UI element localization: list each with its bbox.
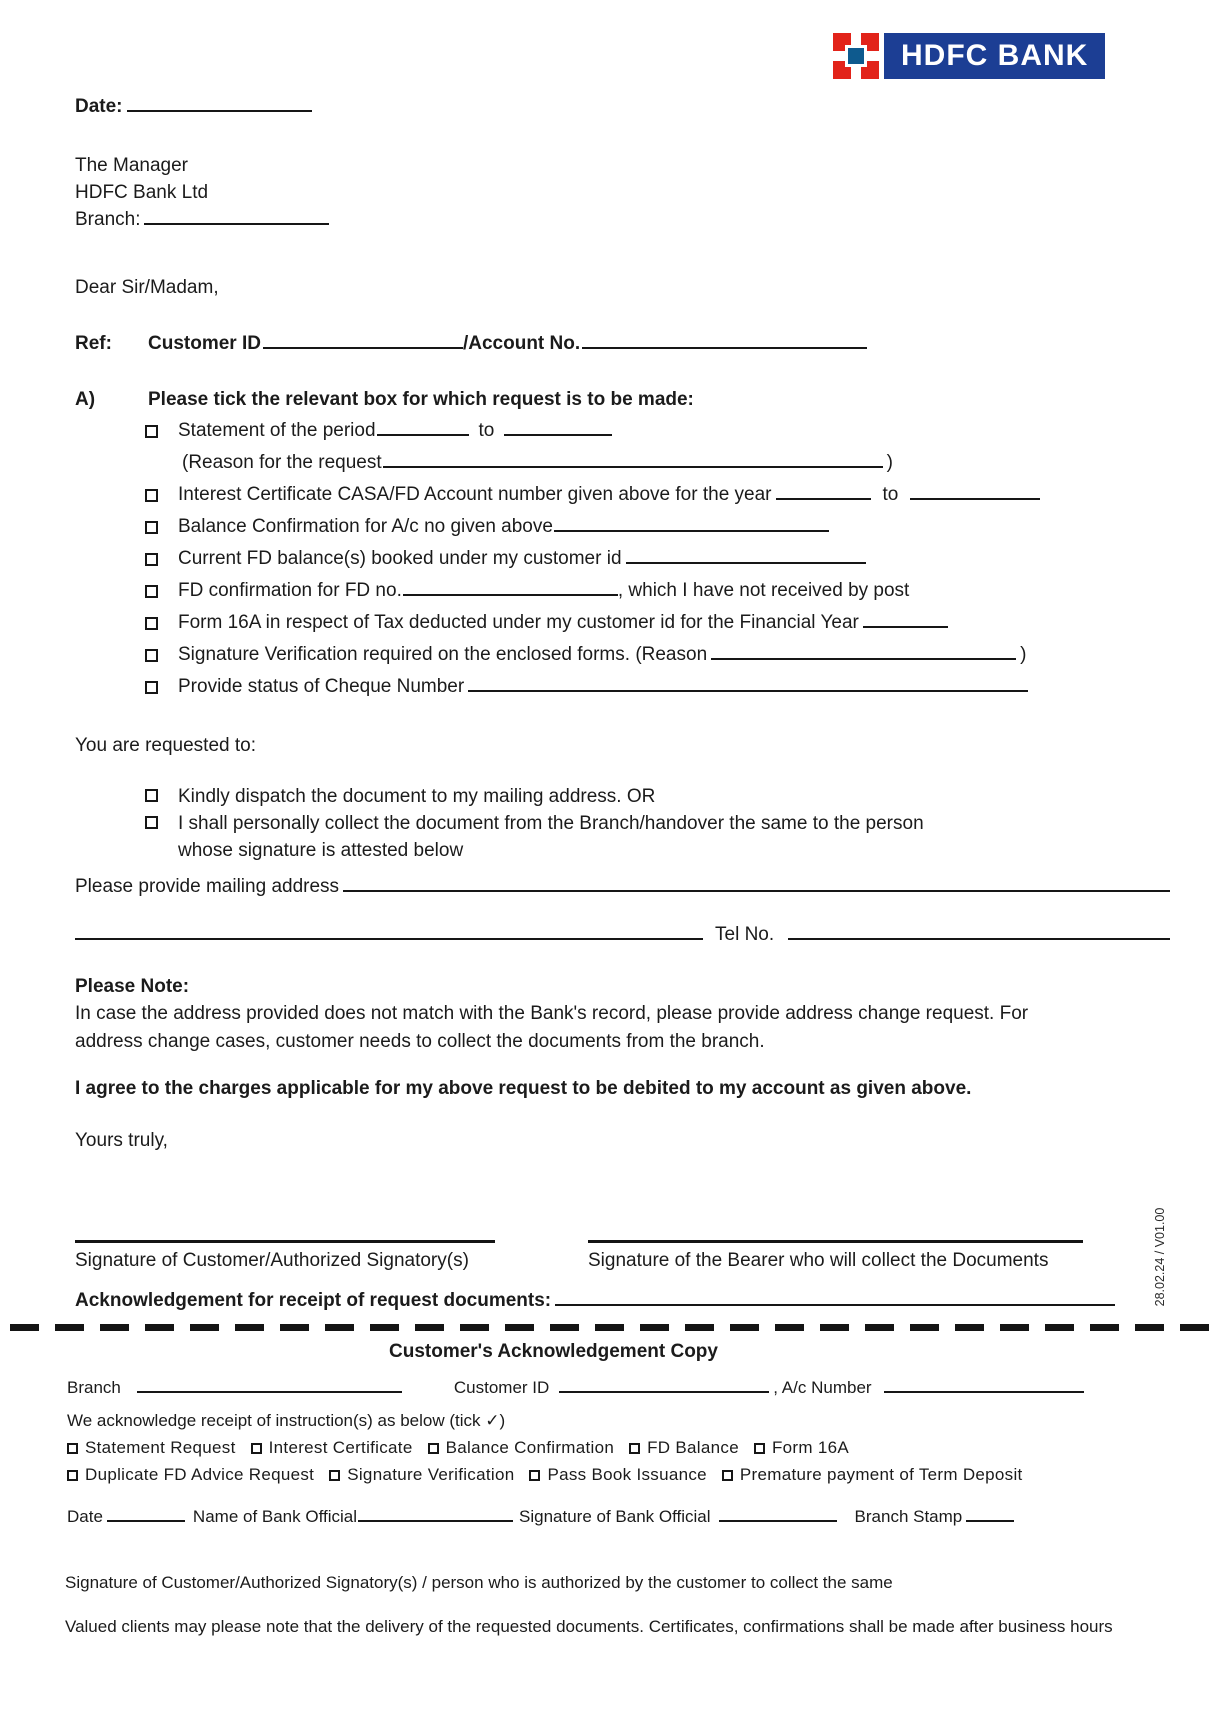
option-label: Kindly dispatch the document to my mailing address. OR	[178, 786, 656, 807]
option-collect	[145, 810, 1170, 864]
customer-signature-block	[75, 1240, 495, 1272]
branch-field[interactable]	[144, 210, 329, 225]
ack-branch-field[interactable]	[137, 1380, 402, 1393]
ack-checkbox-duplicate-fd-advice[interactable]	[67, 1470, 78, 1481]
request-item-reason	[145, 451, 1170, 475]
item-label: (Reason for the request	[182, 452, 382, 473]
checkbox-interest-certificate[interactable]	[145, 489, 158, 502]
option-dispatch	[145, 783, 1170, 810]
ack-checkbox-pass-book-issuance[interactable]	[529, 1470, 540, 1481]
request-item-statement	[145, 419, 1170, 443]
ack-official-signature-label: Signature of Bank Official	[519, 1507, 711, 1526]
item-label: FD confirmation for FD no.	[178, 580, 402, 601]
ack-account-no-label: , A/c Number	[773, 1378, 872, 1397]
ack-signatory-note: Signature of Customer/Authorized Signatory(s) / person who is authorized by the customer to collect the same	[65, 1573, 893, 1592]
ack-option-label: Interest Certificate	[268, 1438, 413, 1457]
request-item-signature-verification	[145, 643, 1170, 667]
item-label: )	[1020, 644, 1027, 665]
bearer-signature-line[interactable]	[588, 1240, 1083, 1243]
please-note-heading: Please Note:	[75, 976, 190, 997]
ack-checkbox-signature-verification[interactable]	[329, 1470, 340, 1481]
fd-number-field[interactable]	[403, 581, 618, 596]
statement-period-from-field[interactable]	[377, 421, 469, 436]
charges-agreement: I agree to the charges applicable for my above request to be debited to my account as given above.	[75, 1078, 972, 1099]
letter-body	[65, 0, 1170, 1637]
recipient-title: The Manager	[75, 155, 189, 176]
form-version-code: 28.02.24 / V01.00	[1153, 1207, 1167, 1307]
ref-customer-id-label: Customer ID	[148, 333, 261, 354]
closing: Yours truly,	[75, 1130, 168, 1151]
bank-official-signature-field[interactable]	[719, 1509, 837, 1522]
reference-line	[75, 333, 1170, 355]
ack-checkbox-statement-request[interactable]	[67, 1443, 78, 1454]
ack-option-label: Balance Confirmation	[445, 1438, 615, 1457]
ref-account-no-label: /Account No.	[462, 333, 581, 354]
ref-customer-id-field[interactable]	[263, 334, 463, 349]
cheque-number-field[interactable]	[468, 677, 1028, 692]
ack-account-number-field[interactable]	[884, 1380, 1084, 1393]
section-a-title: Please tick the relevant box for which request is to be made:	[148, 389, 694, 410]
ack-official-name-label: Name of Bank Official	[192, 1507, 358, 1526]
checkbox-current-fd-balance[interactable]	[145, 553, 158, 566]
bearer-signature-label: Signature of the Bearer who will collect the Documents	[588, 1250, 1049, 1271]
request-item-balance-confirmation	[145, 515, 1170, 539]
checkbox-fd-confirmation[interactable]	[145, 585, 158, 598]
statement-period-to-field[interactable]	[504, 421, 612, 436]
ack-tick-row-1	[67, 1438, 1170, 1458]
checkbox-cheque-status[interactable]	[145, 681, 158, 694]
ack-branch-stamp-label: Branch Stamp	[854, 1507, 963, 1526]
option-label: I shall personally collect the document from the Branch/handover the same to the person whose signature is attested below	[178, 813, 924, 861]
requested-heading: You are requested to:	[75, 735, 256, 756]
signature-row	[75, 1240, 1170, 1272]
ack-checkbox-premature-payment[interactable]	[722, 1470, 733, 1481]
request-checklist	[145, 419, 1170, 699]
checkbox-collect-from-branch[interactable]	[145, 816, 158, 829]
tel-label: Tel No.	[715, 924, 775, 945]
ack-customer-id-label: Customer ID	[453, 1378, 550, 1397]
please-note-body: In case the address provided does not match with the Bank's record, please provide address change request. For address change cases, customer needs to collect the documents from the branch.	[75, 1003, 1029, 1052]
item-label: to	[882, 484, 899, 505]
salutation: Dear Sir/Madam,	[75, 277, 219, 298]
signature-verification-reason-field[interactable]	[711, 645, 1016, 660]
item-label: Statement of the period	[178, 420, 376, 441]
tear-off-dashed-separator	[10, 1324, 1210, 1331]
checkbox-statement-request[interactable]	[145, 425, 158, 438]
ack-tick-row-2	[67, 1465, 1170, 1485]
item-label: to	[478, 420, 495, 441]
ack-officials-line	[67, 1507, 1170, 1527]
ack-branch-label: Branch	[67, 1378, 121, 1397]
item-label: Form 16A in respect of Tax deducted under my customer id for the Financial Year	[178, 612, 859, 633]
delivery-options-list	[145, 783, 1170, 864]
ref-account-no-field[interactable]	[582, 334, 867, 349]
ack-copy-title: Customer's Acknowledgement Copy	[389, 1341, 718, 1362]
form16a-financial-year-field[interactable]	[863, 613, 948, 628]
recipient-bank: HDFC Bank Ltd	[75, 182, 209, 203]
request-item-fd-confirmation	[145, 579, 1170, 603]
mailing-address-label: Please provide mailing address	[75, 876, 340, 897]
hdfc-bank-wordmark: HDFC BANK	[884, 33, 1105, 79]
item-label: )	[886, 452, 893, 473]
tel-no-field[interactable]	[788, 925, 1170, 940]
item-label: Signature Verification required on the enclosed forms. (Reason	[178, 644, 708, 665]
acknowledgement-receipt-line	[75, 1290, 1170, 1312]
branch-label: Branch:	[75, 209, 141, 230]
customer-signature-label: Signature of Customer/Authorized Signatory(s)	[75, 1250, 469, 1271]
ack-option-label: Premature payment of Term Deposit	[739, 1465, 1023, 1484]
ack-branch-line	[67, 1378, 1170, 1398]
ack-checkbox-interest-certificate[interactable]	[251, 1443, 262, 1454]
interest-year-from-field[interactable]	[776, 485, 871, 500]
bearer-signature-block	[588, 1240, 1083, 1272]
checkbox-balance-confirmation[interactable]	[145, 521, 158, 534]
branch-line	[75, 206, 1170, 233]
customer-signature-line[interactable]	[75, 1240, 495, 1243]
section-a-index: A)	[75, 389, 96, 410]
checkbox-form-16a[interactable]	[145, 617, 158, 630]
ack-date-field[interactable]	[107, 1509, 185, 1522]
interest-year-to-field[interactable]	[910, 485, 1040, 500]
ack-checkbox-form-16a[interactable]	[754, 1443, 765, 1454]
mailing-address-line1	[75, 876, 1170, 898]
request-item-form-16a	[145, 611, 1170, 635]
ack-footer-note: Valued clients may please note that the delivery of the requested documents. Certificates, confirmations shall be made after business hours	[65, 1617, 1113, 1636]
ack-option-label: Signature Verification	[347, 1465, 515, 1484]
addressee-block	[75, 152, 1170, 233]
mailing-address-line2	[75, 924, 1170, 946]
ack-date-label: Date	[67, 1507, 103, 1526]
request-item-interest-certificate	[145, 483, 1170, 507]
date-label: Date:	[75, 96, 123, 117]
item-label: Balance Confirmation for A/c no given above	[178, 516, 553, 537]
customer-acknowledgement-copy	[67, 1341, 1170, 1637]
ack-instruction: We acknowledge receipt of instruction(s) as below (tick ✓)	[67, 1411, 506, 1430]
item-label: Current FD balance(s) booked under my customer id	[178, 548, 622, 569]
item-label: Provide status of Cheque Number	[178, 676, 465, 697]
ack-customer-id-field[interactable]	[559, 1380, 769, 1393]
request-reason-field[interactable]	[383, 453, 883, 468]
branch-stamp-field[interactable]	[966, 1509, 1014, 1522]
checkbox-dispatch-to-mailing-address[interactable]	[145, 789, 158, 802]
bank-official-name-field[interactable]	[358, 1509, 513, 1522]
mailing-address-field-line1[interactable]	[343, 877, 1170, 892]
date-field[interactable]	[127, 97, 312, 112]
ack-checkbox-balance-confirmation[interactable]	[428, 1443, 439, 1454]
ack-option-label: Duplicate FD Advice Request	[85, 1465, 315, 1484]
checkbox-signature-verification[interactable]	[145, 649, 158, 662]
fd-customer-id-field[interactable]	[626, 549, 866, 564]
acknowledgement-receipt-field[interactable]	[555, 1291, 1115, 1306]
mailing-address-field-line2[interactable]	[75, 925, 703, 940]
ref-label: Ref:	[75, 333, 112, 354]
item-label: , which I have not received by post	[617, 580, 910, 601]
request-item-current-fd-balance	[145, 547, 1170, 571]
date-line	[75, 96, 1170, 118]
acknowledgement-receipt-label: Acknowledgement for receipt of request documents:	[75, 1290, 552, 1311]
ack-option-label: Statement Request	[85, 1438, 236, 1457]
request-item-cheque-status	[145, 675, 1170, 699]
ack-option-label: Form 16A	[771, 1438, 849, 1457]
ack-option-label: FD Balance	[647, 1438, 739, 1457]
item-label: Interest Certificate CASA/FD Account number given above for the year	[178, 484, 772, 505]
ack-option-label: Pass Book Issuance	[547, 1465, 707, 1484]
ack-checkbox-fd-balance[interactable]	[629, 1443, 640, 1454]
section-a-heading	[75, 389, 1170, 411]
balance-account-field[interactable]	[554, 517, 829, 532]
